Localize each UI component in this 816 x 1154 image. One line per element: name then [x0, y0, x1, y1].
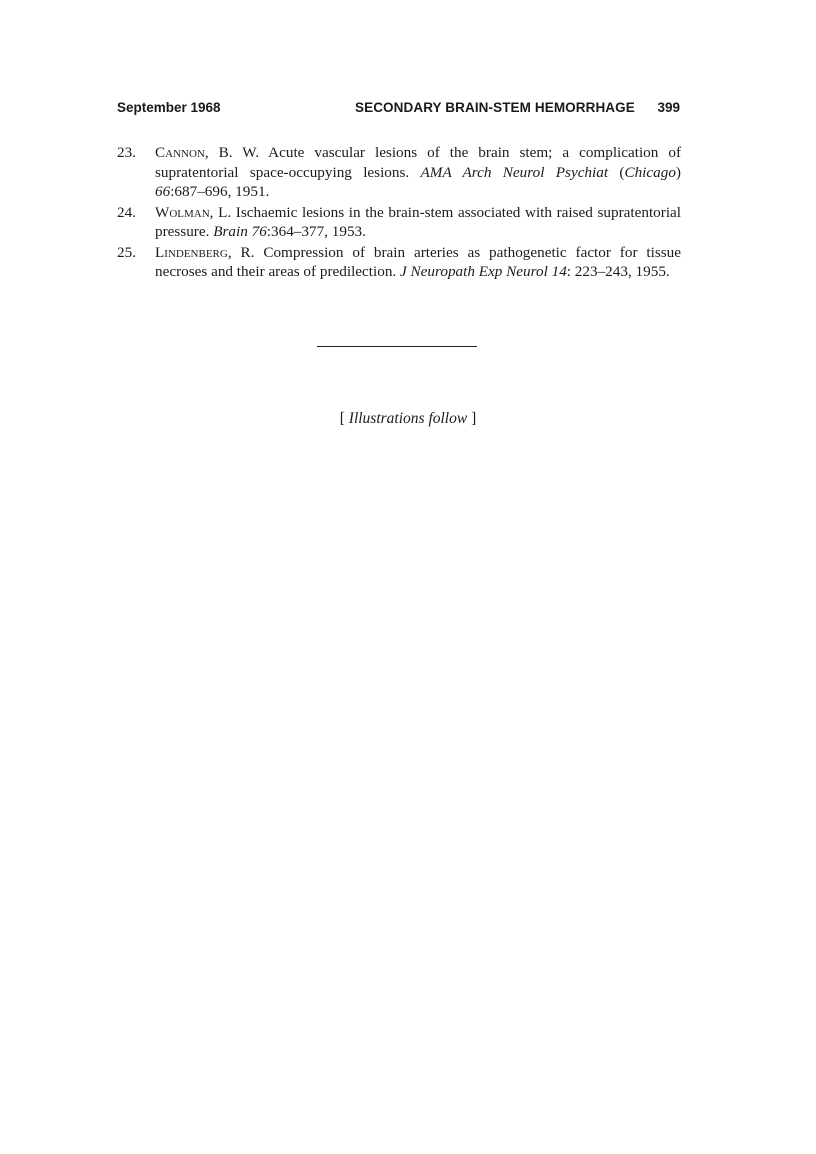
bracket-open: [: [339, 410, 349, 427]
reference-number: 23.: [117, 144, 136, 161]
reference-journal-city: Chicago: [624, 163, 676, 181]
reference-item: [117, 243, 681, 282]
reference-journal: AMA Arch Neurol Psychiat: [420, 163, 609, 181]
reference-pages-year: : 223–243, 1955.: [566, 263, 670, 280]
reference-volume: 66: [155, 183, 171, 200]
illustrations-note: [0, 410, 816, 428]
reference-volume: 76: [251, 223, 267, 240]
page-number: 399: [657, 100, 680, 115]
reference-author: Wolman: [155, 203, 210, 221]
reference-title: Acute vascular lesions of the brain stem; a complication of supratentorial space-occupying lesions.: [155, 144, 682, 181]
article-short-title: SECONDARY BRAIN-STEM HEMORRHAGE: [355, 100, 635, 115]
reference-title: Compression of brain arteries as pathogenetic factor for tissue necroses and their areas of predilection.: [155, 243, 681, 280]
reference-author-initials: , B. W.: [204, 144, 260, 161]
reference-journal: Brain: [213, 223, 248, 240]
reference-number: 25.: [117, 243, 136, 261]
reference-author-initials: , L.: [209, 203, 232, 221]
reference-author-initials: , R.: [227, 243, 255, 261]
issue-date: September 1968: [117, 100, 221, 115]
reference-journal-paren-open: (: [608, 163, 625, 181]
reference-pages-year: :364–377, 1953.: [266, 223, 366, 240]
reference-journal: J Neuropath Exp Neurol: [400, 263, 548, 280]
reference-list: [117, 143, 681, 283]
reference-pages-year: :687–696, 1951.: [170, 183, 270, 200]
reference-item: [117, 203, 681, 242]
reference-volume: 14: [551, 263, 567, 280]
section-divider: [317, 346, 477, 347]
reference-author: Lindenberg: [155, 243, 228, 261]
reference-number: 24.: [117, 203, 136, 221]
reference-item: [117, 143, 681, 202]
reference-journal-paren-close: ): [675, 163, 681, 181]
bracket-close: ]: [467, 410, 477, 427]
reference-title: Ischaemic lesions in the brain-stem associated with raised supratentorial pressure.: [155, 203, 681, 240]
reference-author: Cannon: [155, 144, 205, 161]
illustrations-follow-text: Illustrations follow: [348, 410, 468, 427]
running-head: [117, 100, 680, 122]
